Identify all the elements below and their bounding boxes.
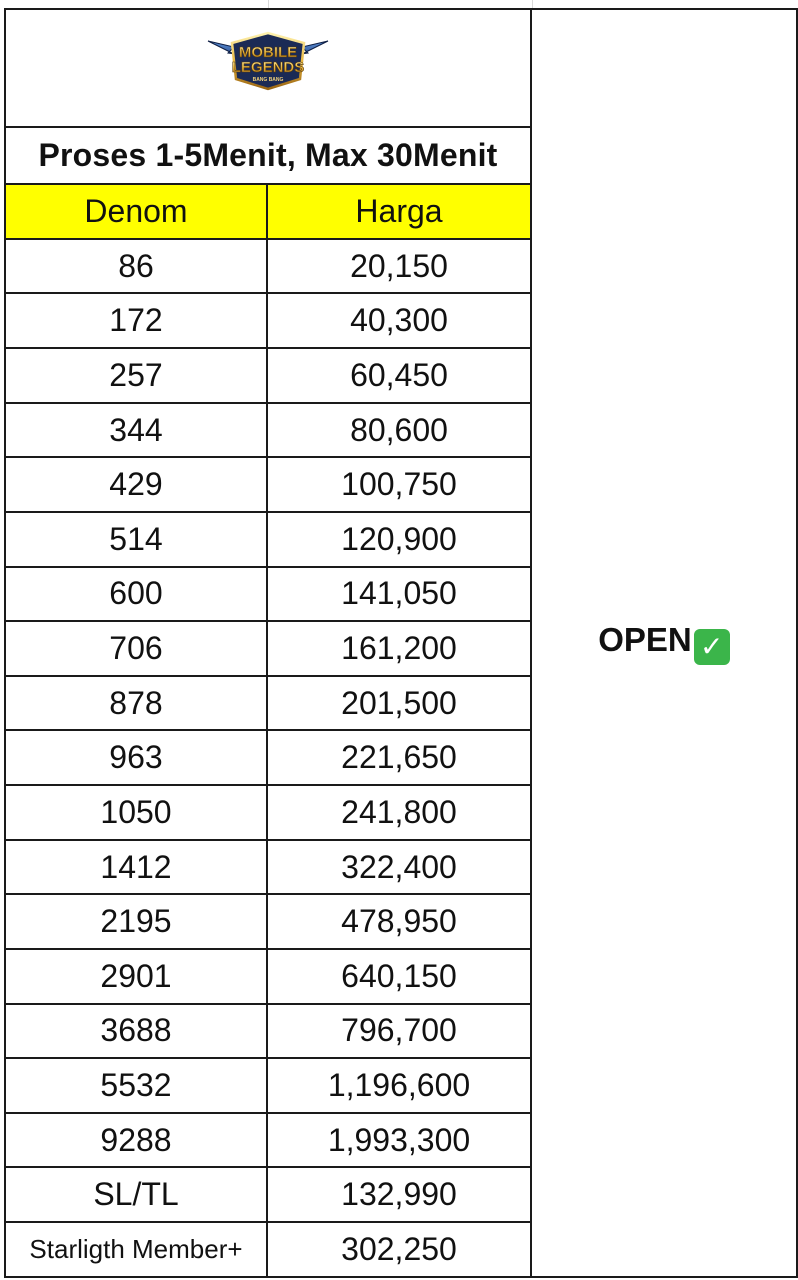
svg-text:LEGENDS: LEGENDS [231, 59, 305, 77]
logo-row [5, 9, 797, 127]
harga-cell: 478,950 [267, 894, 531, 949]
status-label: OPEN [598, 621, 692, 658]
status-cell [531, 9, 797, 1277]
mobile-legends-logo [204, 31, 332, 93]
harga-cell: 100,750 [267, 457, 531, 512]
denom-cell: 257 [5, 348, 267, 403]
svg-text:BANG BANG: BANG BANG [252, 77, 284, 84]
gridline [268, 0, 269, 8]
harga-header: Harga [267, 184, 531, 239]
denom-cell: 1050 [5, 785, 267, 840]
denom-cell: 172 [5, 293, 267, 348]
logo-cell [5, 9, 531, 127]
denom-cell: 2195 [5, 894, 267, 949]
denom-header: Denom [5, 184, 267, 239]
harga-cell: 80,600 [267, 403, 531, 458]
harga-cell: 1,196,600 [267, 1058, 531, 1113]
harga-cell: 40,300 [267, 293, 531, 348]
harga-cell: 201,500 [267, 676, 531, 731]
harga-cell: 640,150 [267, 949, 531, 1004]
svg-text:MOBILE: MOBILE [238, 44, 298, 62]
denom-cell: 344 [5, 403, 267, 458]
denom-cell: Starligth Member+ [5, 1222, 267, 1277]
harga-cell: 221,650 [267, 730, 531, 785]
harga-cell: 20,150 [267, 239, 531, 294]
denom-cell: 86 [5, 239, 267, 294]
check-mark-button-icon: ✓ [694, 629, 730, 665]
harga-cell: 132,990 [267, 1167, 531, 1222]
denom-cell: 878 [5, 676, 267, 731]
gridline [532, 0, 533, 8]
denom-cell: 1412 [5, 840, 267, 895]
harga-cell: 60,450 [267, 348, 531, 403]
denom-cell: 3688 [5, 1004, 267, 1059]
price-table [4, 8, 798, 1278]
harga-cell: 241,800 [267, 785, 531, 840]
denom-cell: 5532 [5, 1058, 267, 1113]
harga-cell: 120,900 [267, 512, 531, 567]
denom-cell: 706 [5, 621, 267, 676]
harga-cell: 302,250 [267, 1222, 531, 1277]
denom-cell: 9288 [5, 1113, 267, 1168]
denom-cell: 600 [5, 567, 267, 622]
denom-cell: 514 [5, 512, 267, 567]
denom-cell: 2901 [5, 949, 267, 1004]
denom-cell: SL/TL [5, 1167, 267, 1222]
harga-cell: 1,993,300 [267, 1113, 531, 1168]
process-time-title: Proses 1-5Menit, Max 30Menit [5, 127, 531, 185]
harga-cell: 796,700 [267, 1004, 531, 1059]
harga-cell: 161,200 [267, 621, 531, 676]
harga-cell: 141,050 [267, 567, 531, 622]
denom-cell: 963 [5, 730, 267, 785]
harga-cell: 322,400 [267, 840, 531, 895]
denom-cell: 429 [5, 457, 267, 512]
